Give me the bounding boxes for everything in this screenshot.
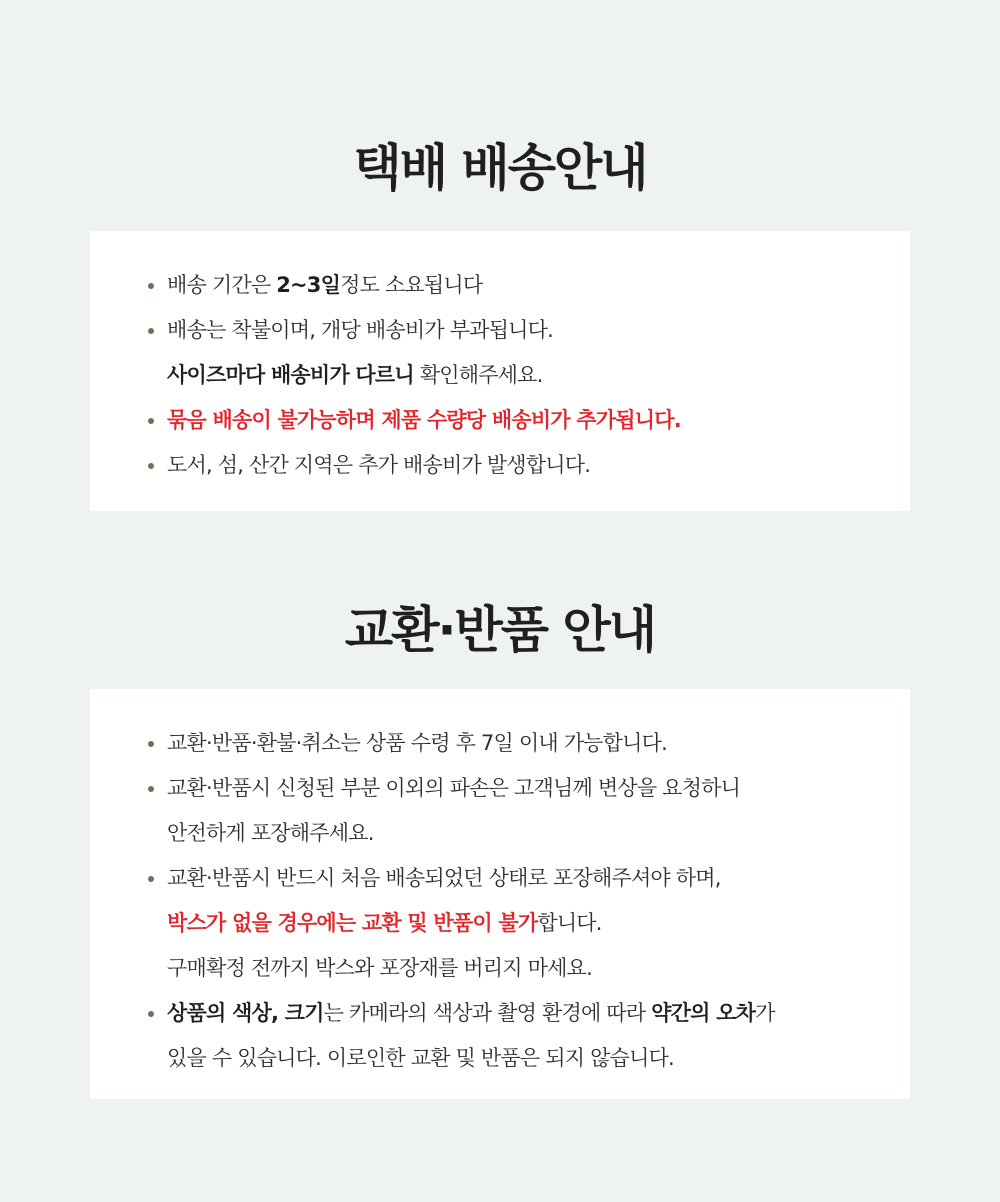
bundle-shipping-warning: 묶음 배송이 불가능하며 제품 수량당 배송비가 추가됩니다.	[167, 408, 681, 432]
bullet-dot-icon	[148, 876, 154, 882]
list-item-text: 도서, 섬, 산간 지역은 추가 배송비가 발생합니다.	[167, 453, 591, 477]
bullet-dot-icon	[148, 786, 154, 792]
list-item	[148, 766, 880, 856]
shipping-period-highlight: 2~3일	[276, 273, 341, 297]
no-box-warning: 박스가 없을 경우에는 교환 및 반품이 불가	[167, 911, 538, 935]
list-item	[148, 263, 880, 308]
slight-difference-highlight: 약간의 오차	[651, 1001, 756, 1025]
list-item	[148, 308, 880, 398]
list-item-text: 사이즈마다 배송비가 다르니 확인해주세요.	[167, 363, 543, 387]
bullet-dot-icon	[148, 418, 154, 424]
list-item-text: 교환·반품·환불·취소는 상품 수령 후 7일 이내 가능합니다.	[167, 731, 668, 755]
list-item-text: 배송는 착불이며, 개당 배송비가 부과됩니다.	[167, 318, 553, 342]
exchange-info-card	[90, 689, 910, 1099]
shipping-info-list	[148, 263, 880, 488]
list-item	[148, 443, 880, 488]
color-size-highlight: 상품의 색상, 크기	[167, 1001, 324, 1025]
list-item-text: 상품의 색상, 크기는 카메라의 색상과 촬영 환경에 따라 약간의 오차가	[167, 1001, 775, 1025]
list-item	[148, 721, 880, 766]
shipping-section-title: 택배 배송안내	[353, 139, 647, 197]
bullet-dot-icon	[148, 463, 154, 469]
bullet-dot-icon	[148, 741, 154, 747]
list-item-text: 교환·반품시 반드시 처음 배송되었던 상태로 포장해주셔야 하며,	[167, 866, 721, 890]
list-item-text: 박스가 없을 경우에는 교환 및 반품이 불가합니다.	[167, 911, 602, 935]
list-item	[148, 991, 880, 1081]
list-item-text: 있을 수 있습니다. 이로인한 교환 및 반품은 되지 않습니다.	[167, 1046, 674, 1070]
list-item	[148, 398, 880, 443]
shipping-info-card	[90, 231, 910, 511]
bullet-dot-icon	[148, 283, 154, 289]
exchange-section-title: 교환·반품 안내	[344, 601, 656, 659]
list-item-text: 안전하게 포장해주세요.	[167, 821, 374, 845]
list-item-text: 배송 기간은 2~3일정도 소요됩니다	[167, 273, 483, 297]
list-item-text: 구매확정 전까지 박스와 포장재를 버리지 마세요.	[167, 956, 592, 980]
list-item-text: 교환·반품시 신청된 부분 이외의 파손은 고객님께 변상을 요청하니	[167, 776, 741, 800]
list-item	[148, 856, 880, 991]
size-fee-highlight: 사이즈마다 배송비가 다르니	[167, 363, 414, 387]
exchange-info-list	[148, 721, 880, 1081]
bullet-dot-icon	[148, 328, 154, 334]
bullet-dot-icon	[148, 1011, 154, 1017]
